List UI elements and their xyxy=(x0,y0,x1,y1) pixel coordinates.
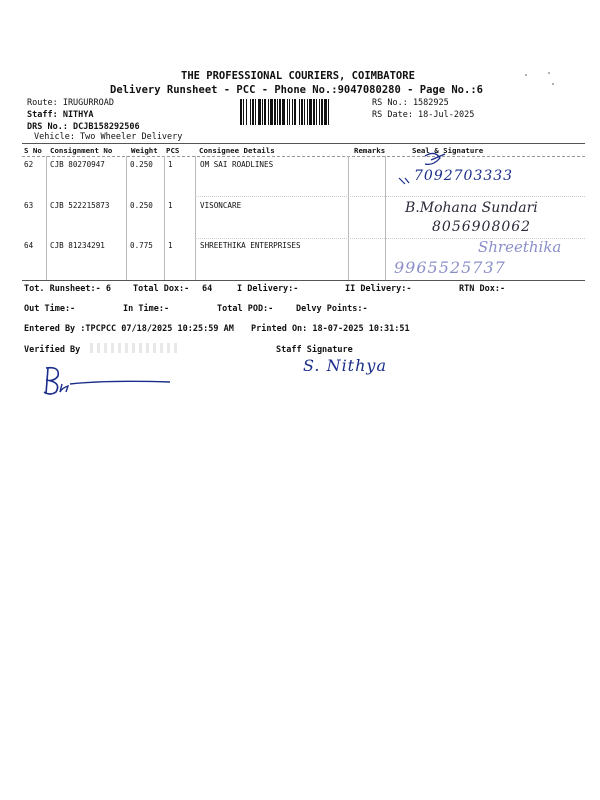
drs-label: DRS No.: DCJB158292506 xyxy=(27,122,140,132)
handwritten-phone-62: 7092703333 xyxy=(414,168,514,184)
company-title: THE PROFESSIONAL COURIERS, COIMBATORE xyxy=(181,70,415,82)
row-consignee: VISONCARE xyxy=(200,201,242,210)
row-consignee: SHREETHIKA ENTERPRISES xyxy=(200,241,301,250)
col-divider xyxy=(348,156,349,280)
staff-signature-label: Staff Signature xyxy=(276,345,353,355)
col-divider xyxy=(385,156,386,280)
row-sno: 62 xyxy=(24,160,34,169)
row-consignee: OM SAI ROADLINES xyxy=(200,160,274,169)
table-top-border xyxy=(22,143,585,144)
rs-date-label: RS Date: 18-Jul-2025 xyxy=(372,110,475,120)
col-divider xyxy=(164,156,165,280)
out-time: Out Time:- xyxy=(24,304,76,314)
row-sno: 63 xyxy=(24,201,34,210)
staff-handwritten-signature: S. Nithya xyxy=(303,356,387,375)
col-divider xyxy=(126,156,127,280)
rs-no-label: RS No.: 1582925 xyxy=(372,98,449,108)
delvy-points: Delvy Points:- xyxy=(296,304,368,314)
row-consignment: CJB 81234291 xyxy=(50,241,105,250)
handwritten-name-64: Shreethika xyxy=(478,238,562,256)
table-header-border xyxy=(22,156,585,157)
table-bottom-border xyxy=(22,280,585,281)
row-sno: 64 xyxy=(24,241,34,250)
col-divider xyxy=(46,156,47,280)
barcode-bar xyxy=(329,99,331,125)
row-pcs: 1 xyxy=(168,201,173,210)
header-seal-signature: Seal & Signature xyxy=(412,146,484,155)
row-consignment: CJB 522215873 xyxy=(50,201,110,210)
runsheet-subtitle: Delivery Runsheet - PCC - Phone No.:9047080280 - Page No.:6 xyxy=(110,84,483,96)
route-label: Route: IRUGURROAD xyxy=(27,98,114,108)
smudge xyxy=(90,343,180,353)
printed-on: Printed On: 18-07-2025 10:31:51 xyxy=(251,324,410,334)
handwritten-phone-63: 8056908062 xyxy=(432,219,532,235)
header-consignment: Consignment No xyxy=(50,146,113,155)
row-pcs: 1 xyxy=(168,241,173,250)
ii-delivery: II Delivery:- xyxy=(345,284,412,294)
row-weight: 0.250 xyxy=(130,201,153,210)
scan-speck xyxy=(548,72,550,74)
scan-speck xyxy=(552,83,554,85)
entered-by: Entered By :TPCPCC 07/18/2025 10:25:59 AM xyxy=(24,324,234,334)
row-consignment: CJB 80270947 xyxy=(50,160,105,169)
header-pcs: PCS xyxy=(166,146,180,155)
row-weight: 0.250 xyxy=(130,160,153,169)
row-divider xyxy=(195,196,585,197)
staff-label: Staff: NITHYA xyxy=(27,110,94,120)
header-weight: Weight xyxy=(131,146,158,155)
verified-by-label: Verified By xyxy=(24,345,81,355)
i-delivery: I Delivery:- xyxy=(237,284,299,294)
rtn-dox: RTN Dox:- xyxy=(459,284,506,294)
header-sno: S No xyxy=(24,146,42,155)
verified-signature xyxy=(38,362,178,402)
total-dox-label: Total Dox:- xyxy=(133,284,190,294)
in-time: In Time:- xyxy=(123,304,170,314)
total-dox-value: 64 xyxy=(202,284,213,294)
scan-speck xyxy=(525,74,527,76)
vehicle-label: Vehicle: Two Wheeler Delivery xyxy=(34,132,183,142)
header-remarks: Remarks xyxy=(354,146,386,155)
total-pod: Total POD:- xyxy=(217,304,274,314)
barcode xyxy=(240,99,366,125)
row-pcs: 1 xyxy=(168,160,173,169)
row-weight: 0.775 xyxy=(130,241,153,250)
col-divider xyxy=(195,156,196,280)
header-consignee: Consignee Details xyxy=(199,146,275,155)
handwritten-name-63: B.Mohana Sundari xyxy=(405,200,538,216)
tot-runsheet: Tot. Runsheet:- 6 xyxy=(24,284,111,294)
handwritten-phone-64: 9965525737 xyxy=(394,258,506,277)
